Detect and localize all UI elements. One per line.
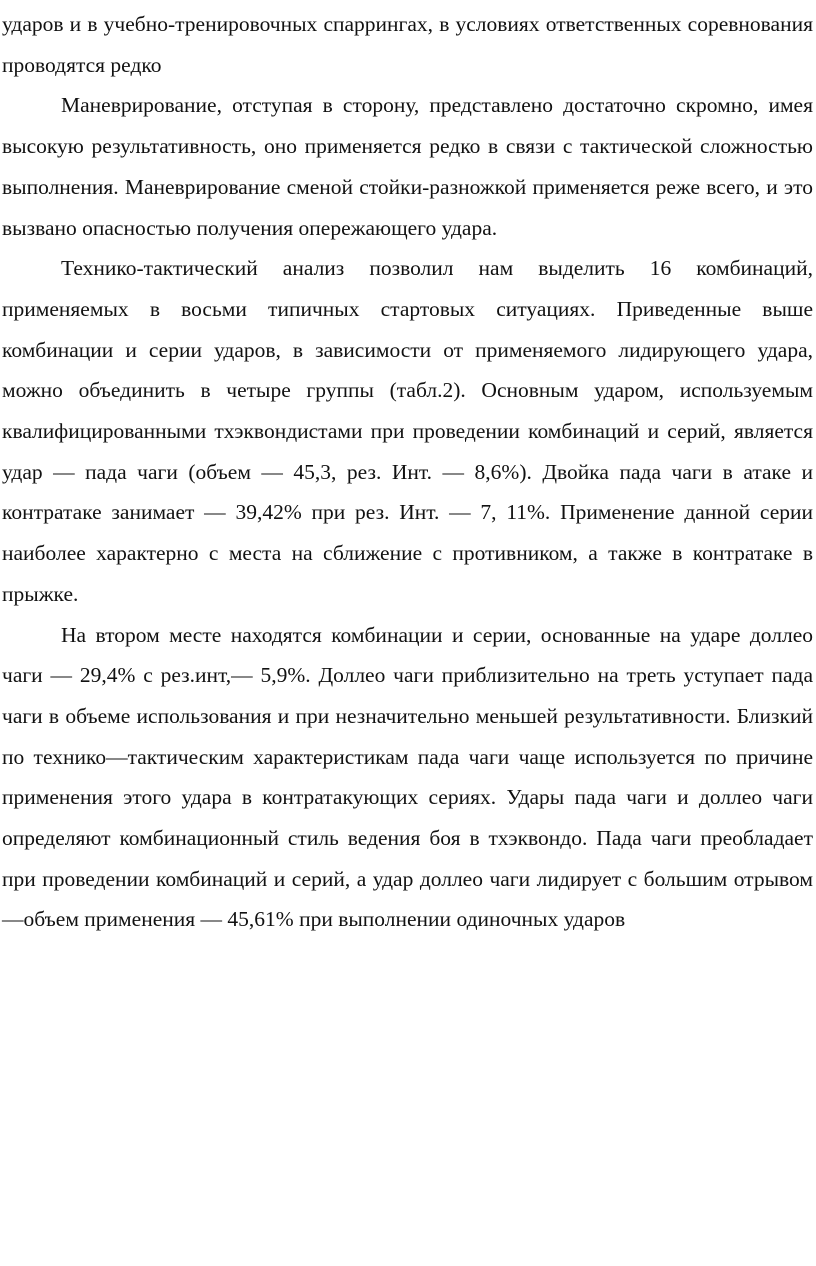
paragraph-continuation: ударов и в учебно-тренировочных спаррингах, в условиях ответственных соревнования проводятся редко bbox=[2, 12, 813, 77]
paragraph-technical-analysis: Технико-тактический анализ позволил нам выделить 16 комбинаций, применяемых в восьми типичных стартовых ситуациях. Приведенные выше комбинации и серии ударов, в зависимости от применяемого лидирующего удара, можно объединить в четыре группы (табл.2). Основным ударом, используемым квалифицированными тхэквондистами при проведении комбинаций и серий, является удар — пада чаги (объем — 45,3, рез. Инт. — 8,6%). Двойка пада чаги в атаке и контратаке занимает — 39,42% при рез. Инт. — 7, 11%. Применение данной серии наиболее характерно с места на сближение с противником, а также в контратаке в прыжке. bbox=[2, 256, 813, 606]
document-body bbox=[2, 4, 813, 940]
paragraph-second-place: На втором месте находятся комбинации и серии, основанные на ударе доллео чаги — 29,4% с рез.инт,— 5,9%. Доллео чаги приблизительно на треть уступает пада чаги в объеме использования и при незначительно меньшей результативности. Близкий по технико—тактическим характеристикам пада чаги чаще используется по причине применения этого удара в контратакующих сериях. Удары пада чаги и доллео чаги определяют комбинационный стиль ведения боя в тхэквондо. Пада чаги преобладает при проведении комбинаций и серий, а удар доллео чаги лидирует с большим отрывом —объем применения — 45,61% при выполнении одиночных ударов bbox=[2, 622, 813, 932]
paragraph-maneuvering: Маневрирование, отступая в сторону, представлено достаточно скромно, имея высокую результативность, оно применяется редко в связи с тактической сложностью выполнения. Маневрирование сменой стойки-разножкой применяется реже всего, и это вызвано опасностью получения опережающего удара. bbox=[2, 93, 813, 240]
